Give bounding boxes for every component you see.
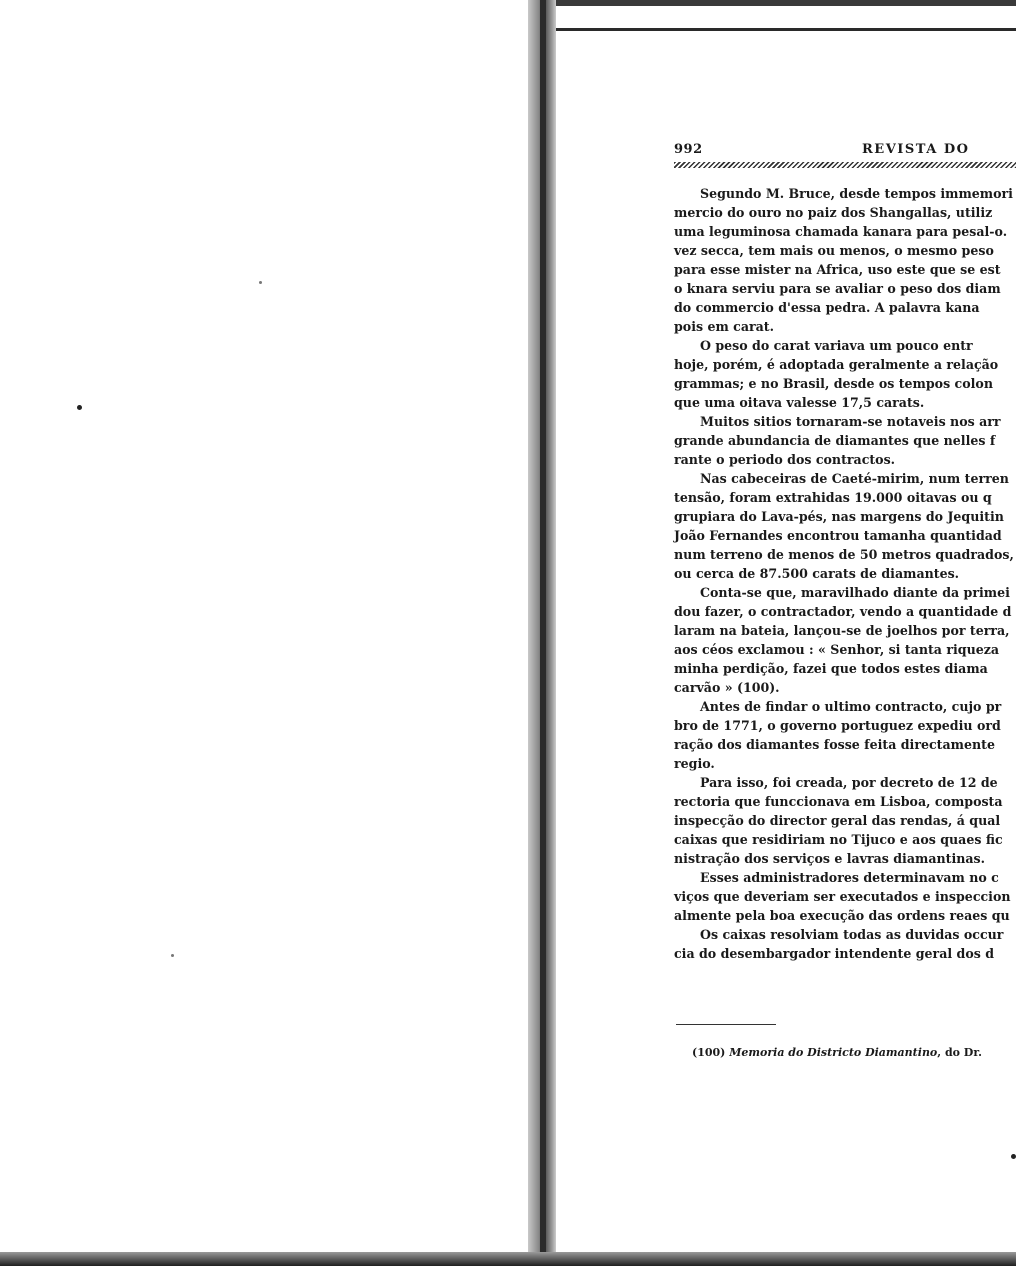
text-line: bro de 1771, o governo portuguez expediu ord (674, 718, 1001, 733)
book-spine-shadow (540, 0, 546, 1266)
text-line: do commercio d'essa pedra. A palavra kana (674, 300, 980, 315)
text-line: rectoria que funccionava em Lisboa, composta (674, 794, 1003, 809)
text-line: para esse mister na Africa, uso este que se est (674, 262, 1001, 277)
scan-bottom-edge (0, 1252, 1016, 1266)
footnote-rest: , do Dr. (937, 1046, 982, 1059)
footnote-title: Memoria do Districto Diamantino (729, 1046, 938, 1059)
text-line: Muitos sitios tornaram-se notaveis nos arr (700, 414, 1001, 429)
text-line: Nas cabeceiras de Caeté-mirim, num terren (700, 471, 1009, 486)
footnote-rule (676, 1024, 776, 1025)
speck (1011, 1154, 1016, 1159)
speck (171, 954, 174, 957)
text-line: carvão » (100). (674, 680, 780, 695)
text-line: cia do desembargador intendente geral dos d (674, 946, 995, 961)
footnote (692, 1046, 982, 1059)
text-line: grande abundancia de diamantes que nelles f (674, 433, 996, 448)
text-line: viços que deveriam ser executados e inspeccion (674, 889, 1011, 904)
footnote-number: (100) (692, 1046, 726, 1059)
body-text (674, 184, 1016, 963)
text-line: inspecção do director geral das rendas, á qual (674, 813, 1001, 828)
page-number: 992 (674, 142, 703, 157)
speck (259, 281, 262, 284)
page-header (674, 142, 1016, 162)
speck (77, 405, 82, 410)
text-line: hoje, porém, é adoptada geralmente a relação (674, 357, 999, 372)
right-page (556, 0, 1016, 1266)
text-line: grupiara do Lava-pés, nas margens do Jequitin (674, 509, 1004, 524)
text-line: Segundo M. Bruce, desde tempos immemori (700, 186, 1013, 201)
text-line: o knara serviu para se avaliar o peso dos diam (674, 281, 1001, 296)
text-line: que uma oitava valesse 17,5 carats. (674, 395, 925, 410)
text-line: rante o periodo dos contractos. (674, 452, 896, 467)
text-line: mercio do ouro no paiz dos Shangallas, utiliz (674, 205, 993, 220)
text-line: num terreno de menos de 50 metros quadrados, (674, 547, 1014, 562)
text-line: Conta-se que, maravilhado diante da primei (700, 585, 1010, 600)
text-line: vez secca, tem mais ou menos, o mesmo peso (674, 243, 994, 258)
text-line: grammas; e no Brasil, desde os tempos colon (674, 376, 993, 391)
page-top-edge (556, 28, 1016, 31)
text-line: Antes de findar o ultimo contracto, cujo pr (700, 699, 1002, 714)
text-line: João Fernandes encontrou tamanha quantidad (674, 528, 1002, 543)
text-line: Para isso, foi creada, por decreto de 12 de (700, 775, 998, 790)
text-line: pois em carat. (674, 319, 775, 334)
text-line: aos céos exclamou : « Senhor, si tanta riqueza (674, 642, 1000, 657)
text-line: O peso do carat variava um pouco entr (700, 338, 973, 353)
text-line: ou cerca de 87.500 carats de diamantes. (674, 566, 960, 581)
text-line: minha perdição, fazei que todos estes diama (674, 661, 988, 676)
text-line: nistração dos serviços e lavras diamantinas. (674, 851, 986, 866)
text-line: almente pela boa execução das ordens reaes qu (674, 908, 1010, 923)
text-line: Esses administradores determinavam no c (700, 870, 999, 885)
text-line: uma leguminosa chamada kanara para pesal-o. (674, 224, 1008, 239)
text-line: regio. (674, 756, 715, 771)
text-line: caixas que residiriam no Tijuco e aos quaes fic (674, 832, 1003, 847)
header-rule (674, 162, 1016, 168)
text-line: tensão, foram extrahidas 19.000 oitavas ou q (674, 490, 992, 505)
text-line: Os caixas resolviam todas as duvidas occur (700, 927, 1004, 942)
text-line: dou fazer, o contractador, vendo a quantidade d (674, 604, 1012, 619)
text-line: ração dos diamantes fosse feita directamente (674, 737, 995, 752)
text-line: laram na bateia, lançou-se de joelhos por terra, (674, 623, 1010, 638)
running-head: REVISTA DO (862, 142, 970, 157)
